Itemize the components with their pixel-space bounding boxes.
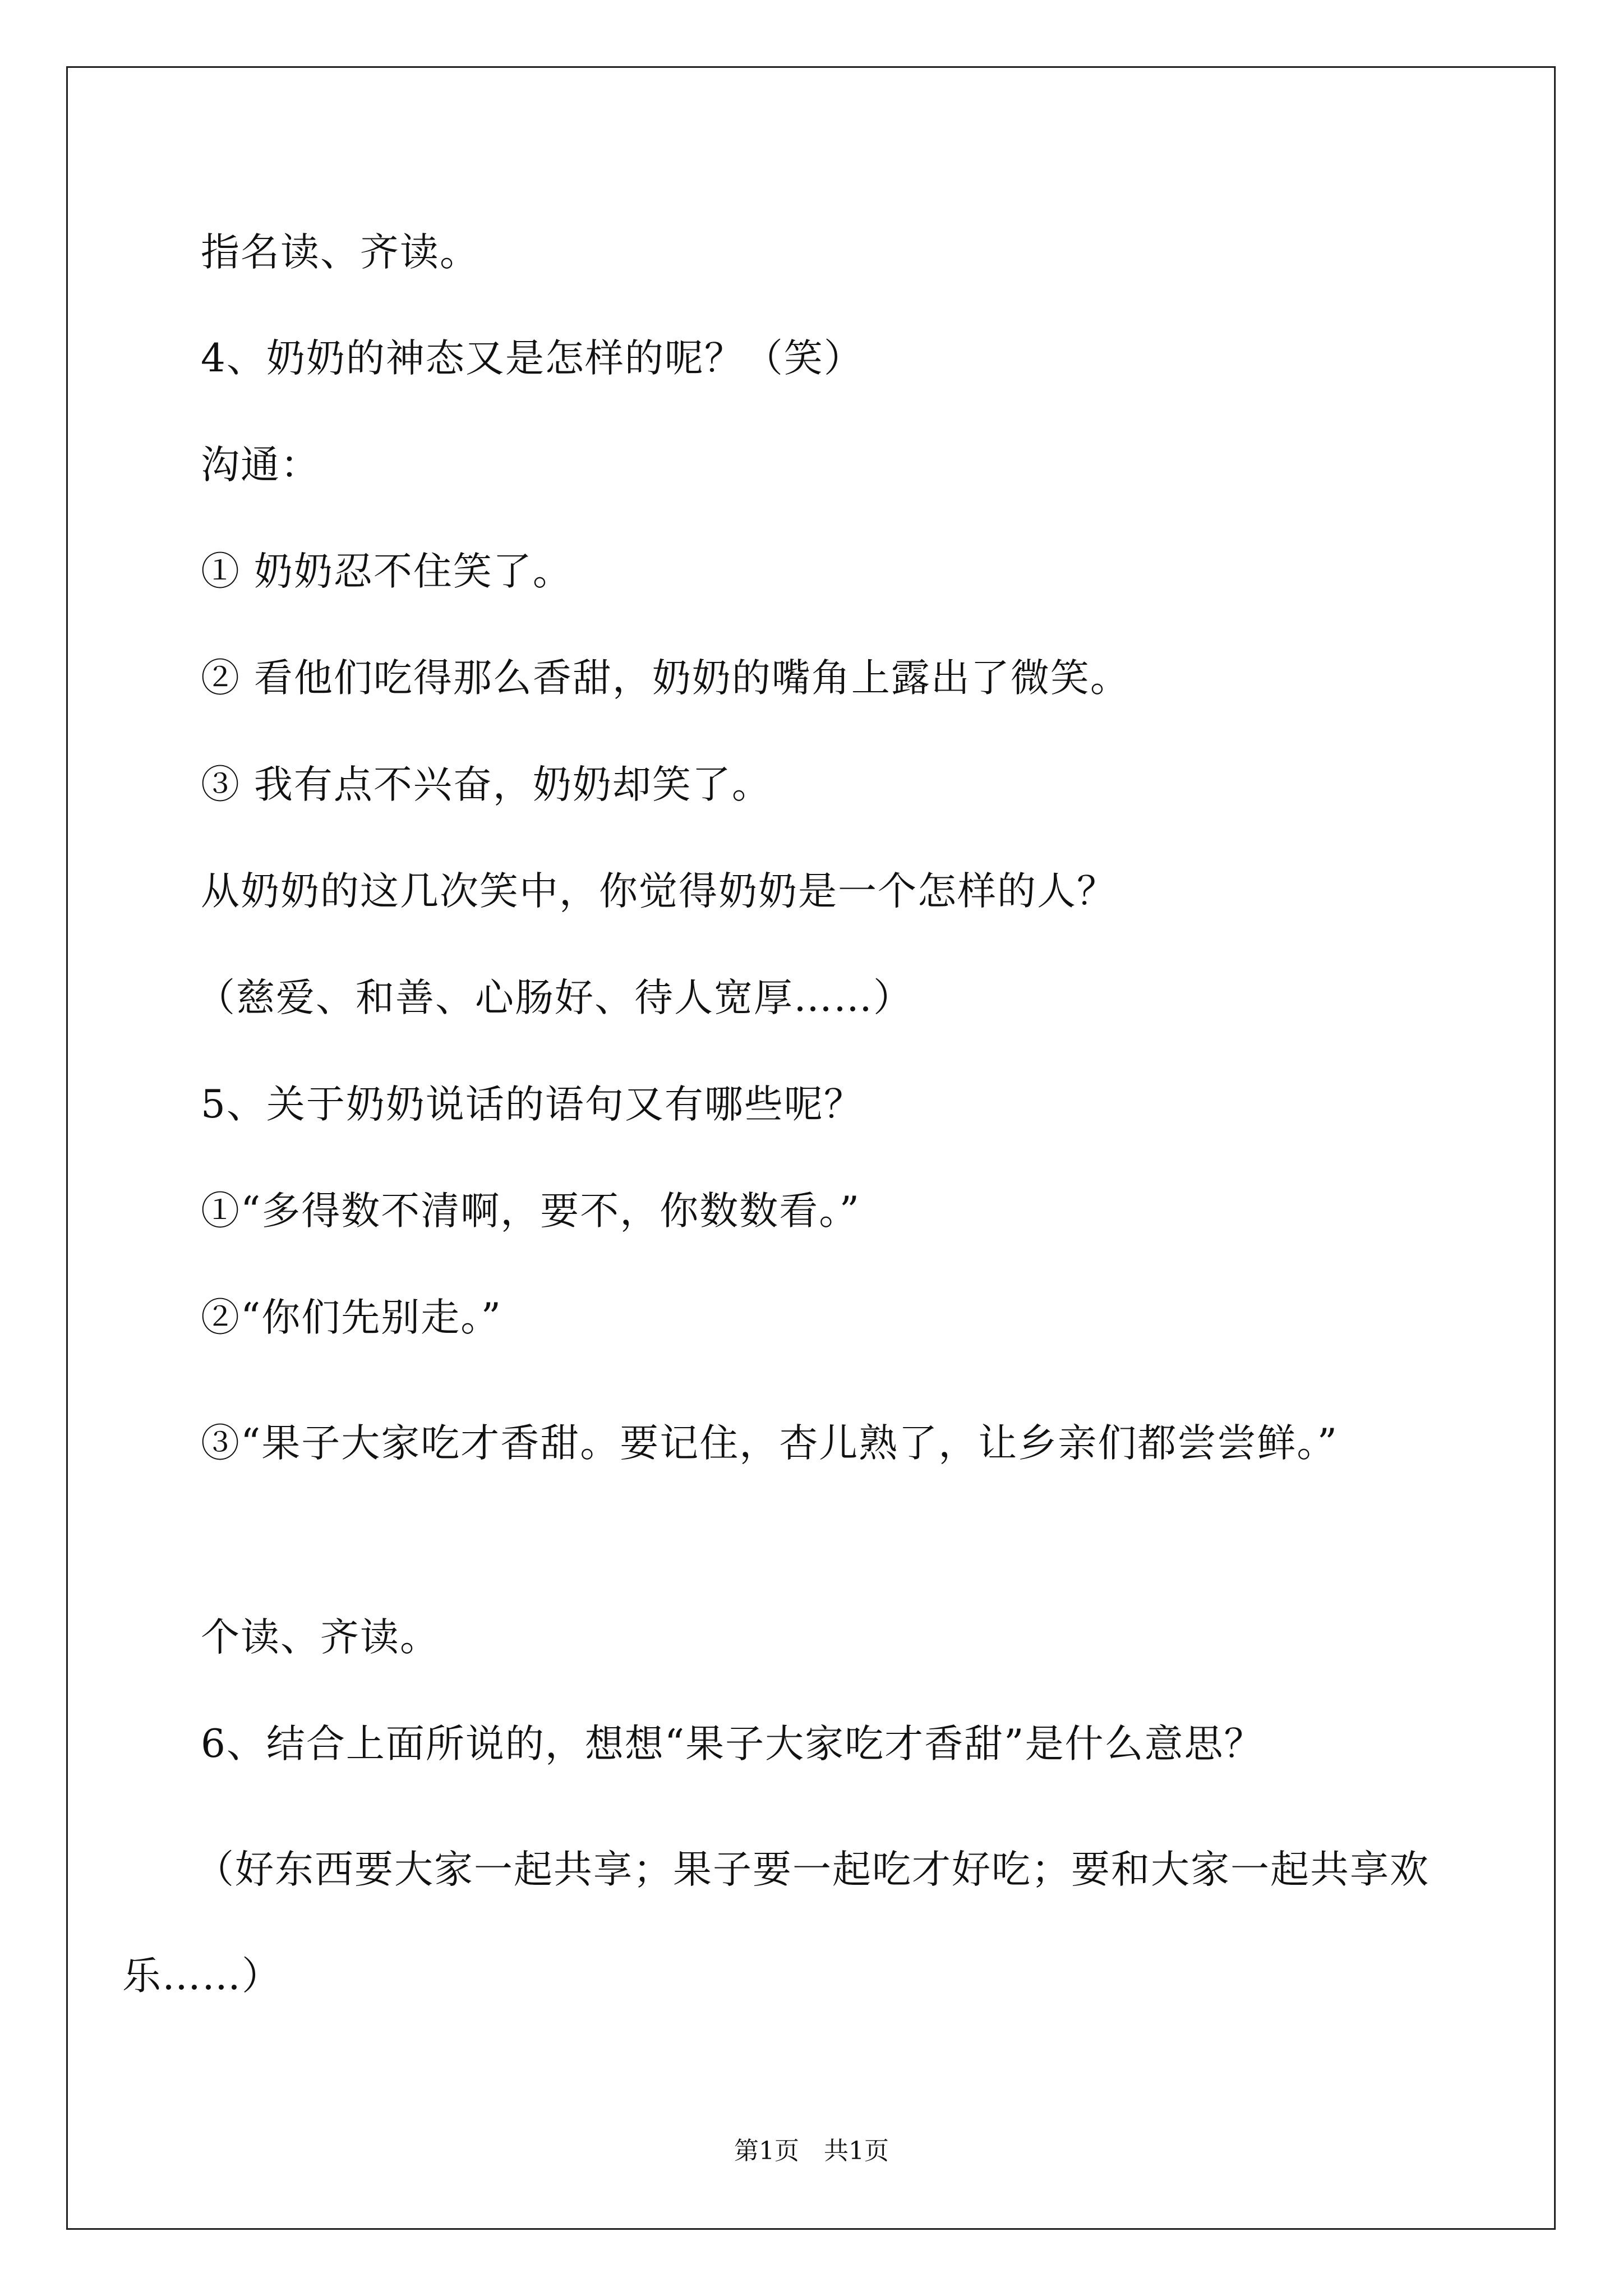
paragraph: 4、奶奶的神态又是怎样的呢？（笑）	[201, 336, 864, 381]
paragraph: ①“多得数不清啊，要不，你数数看。”	[201, 1189, 861, 1234]
paragraph-wrapped: ③“果子大家吃才香甜。要记住，杏儿熟了，让乡亲们都尝尝鲜。”	[201, 1421, 1339, 1466]
page-footer: 第1页 共1页	[734, 2137, 889, 2165]
paragraph: 6、结合上面所说的，想想“果子大家吃才香甜”是什么意思？	[201, 1722, 1264, 1766]
paragraph: 沟通：	[201, 443, 320, 487]
paragraph: ② 看他们吃得那么香甜，奶奶的嘴角上露出了微笑。	[201, 656, 1130, 701]
paragraph: ③ 我有点不兴奋，奶奶却笑了。	[201, 762, 772, 807]
paragraph: 从奶奶的这几次笑中，你觉得奶奶是一个怎样的人？	[201, 869, 1117, 914]
paragraph: （慈爱、和善、心肠好、待人宽厚……）	[196, 976, 913, 1020]
paragraph: 个读、齐读。	[201, 1615, 440, 1660]
paragraph-wrapped: （好东西要大家一起共享；果子要一起吃才好吃；要和大家一起共享欢乐……）	[122, 1847, 1430, 1999]
paragraph: 5、关于奶奶说话的语句又有哪些呢？	[201, 1082, 864, 1127]
paragraph: ① 奶奶忍不住笑了。	[201, 549, 573, 594]
paragraph: ②“你们先别走。”	[201, 1295, 502, 1340]
paragraph: 指名读、齐读。	[201, 230, 479, 275]
